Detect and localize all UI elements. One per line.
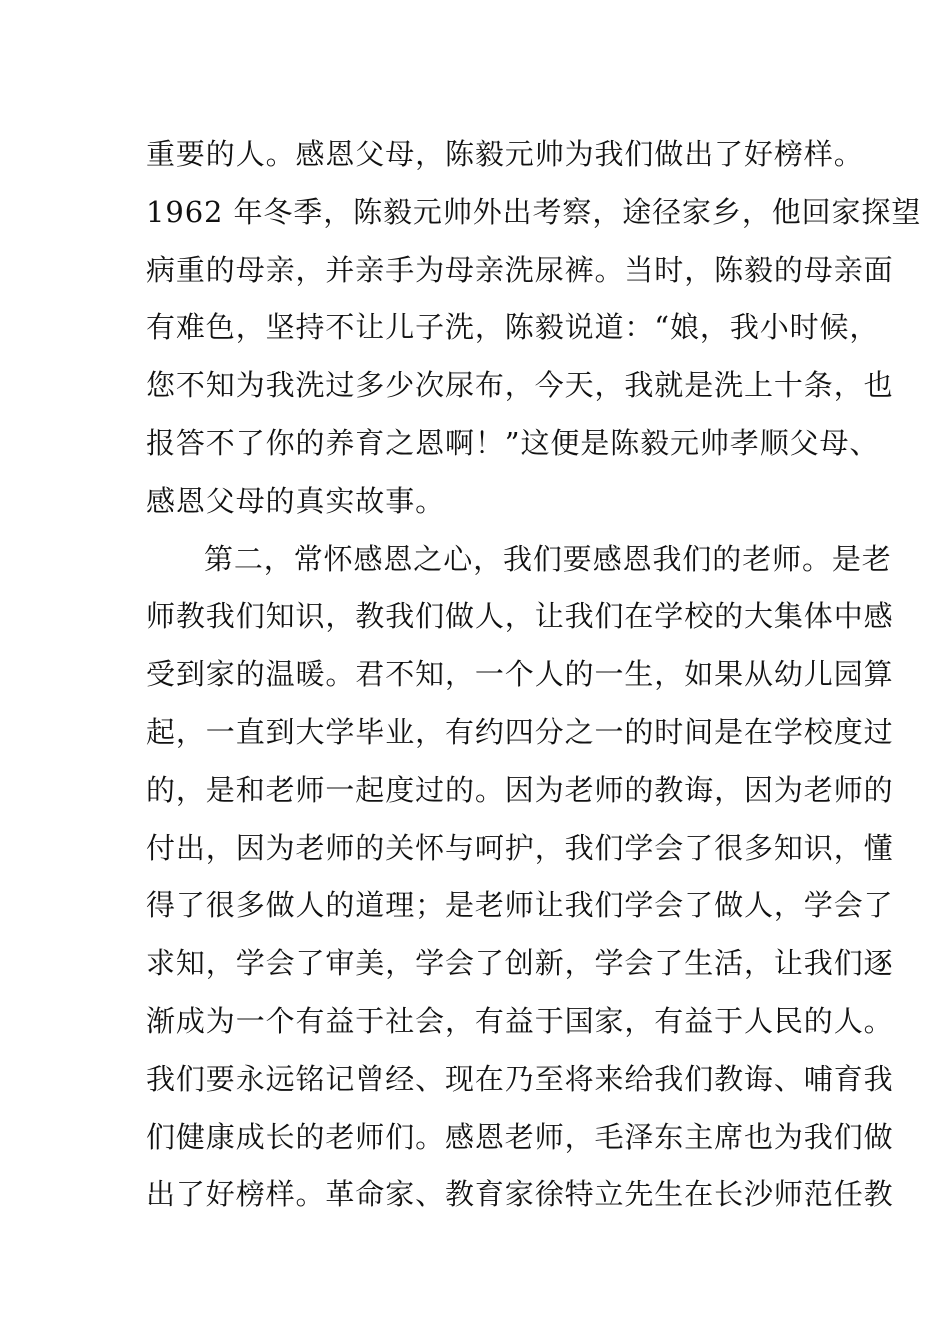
text-line: 报答不了你的养育之恩啊！”这便是陈毅元帅孝顺父母、 [146, 425, 880, 460]
text-line: 的，是和老师一起度过的。因为老师的教诲，因为老师的 [146, 772, 894, 807]
text-line: 1962 年冬季，陈毅元帅外出考察，途径家乡，他回家探望 [146, 194, 922, 229]
text-line: 重要的人。感恩父母，陈毅元帅为我们做出了好榜样。 [146, 137, 864, 171]
text-line: 付出，因为老师的关怀与呵护，我们学会了很多知识，懂 [146, 830, 894, 865]
body-text [146, 126, 922, 1224]
text-line: 师教我们知识，教我们做人，让我们在学校的大集体中感 [146, 599, 894, 634]
text-line: 出了好榜样。革命家、教育家徐特立先生在长沙师范任教 [146, 1177, 894, 1212]
text-line: 我们要永远铭记曾经、现在乃至将来给我们教诲、哺育我 [146, 1061, 894, 1096]
text-line: 求知，学会了审美，学会了创新，学会了生活，让我们逐 [146, 946, 894, 981]
text-line: 起，一直到大学毕业，有约四分之一的时间是在学校度过 [146, 714, 894, 749]
text-line: 得了很多做人的道理；是老师让我们学会了做人，学会了 [146, 888, 894, 923]
text-line: 受到家的温暖。君不知，一个人的一生，如果从幼儿园算 [146, 657, 894, 692]
text-line: 病重的母亲，并亲手为母亲洗尿裤。当时，陈毅的母亲面 [146, 252, 894, 287]
text-line: 们健康成长的老师们。感恩老师，毛泽东主席也为我们做 [146, 1119, 894, 1154]
paragraph-start-line: 第二，常怀感恩之心，我们要感恩我们的老师。是老 [204, 541, 892, 576]
text-line: 您不知为我洗过多少次尿布，今天，我就是洗上十条，也 [146, 368, 894, 403]
text-line: 有难色，坚持不让儿子洗，陈毅说道：“娘，我小时候， [146, 310, 880, 345]
text-line: 渐成为一个有益于社会，有益于国家，有益于人民的人。 [146, 1003, 894, 1038]
text-line: 感恩父母的真实故事。 [146, 483, 446, 518]
